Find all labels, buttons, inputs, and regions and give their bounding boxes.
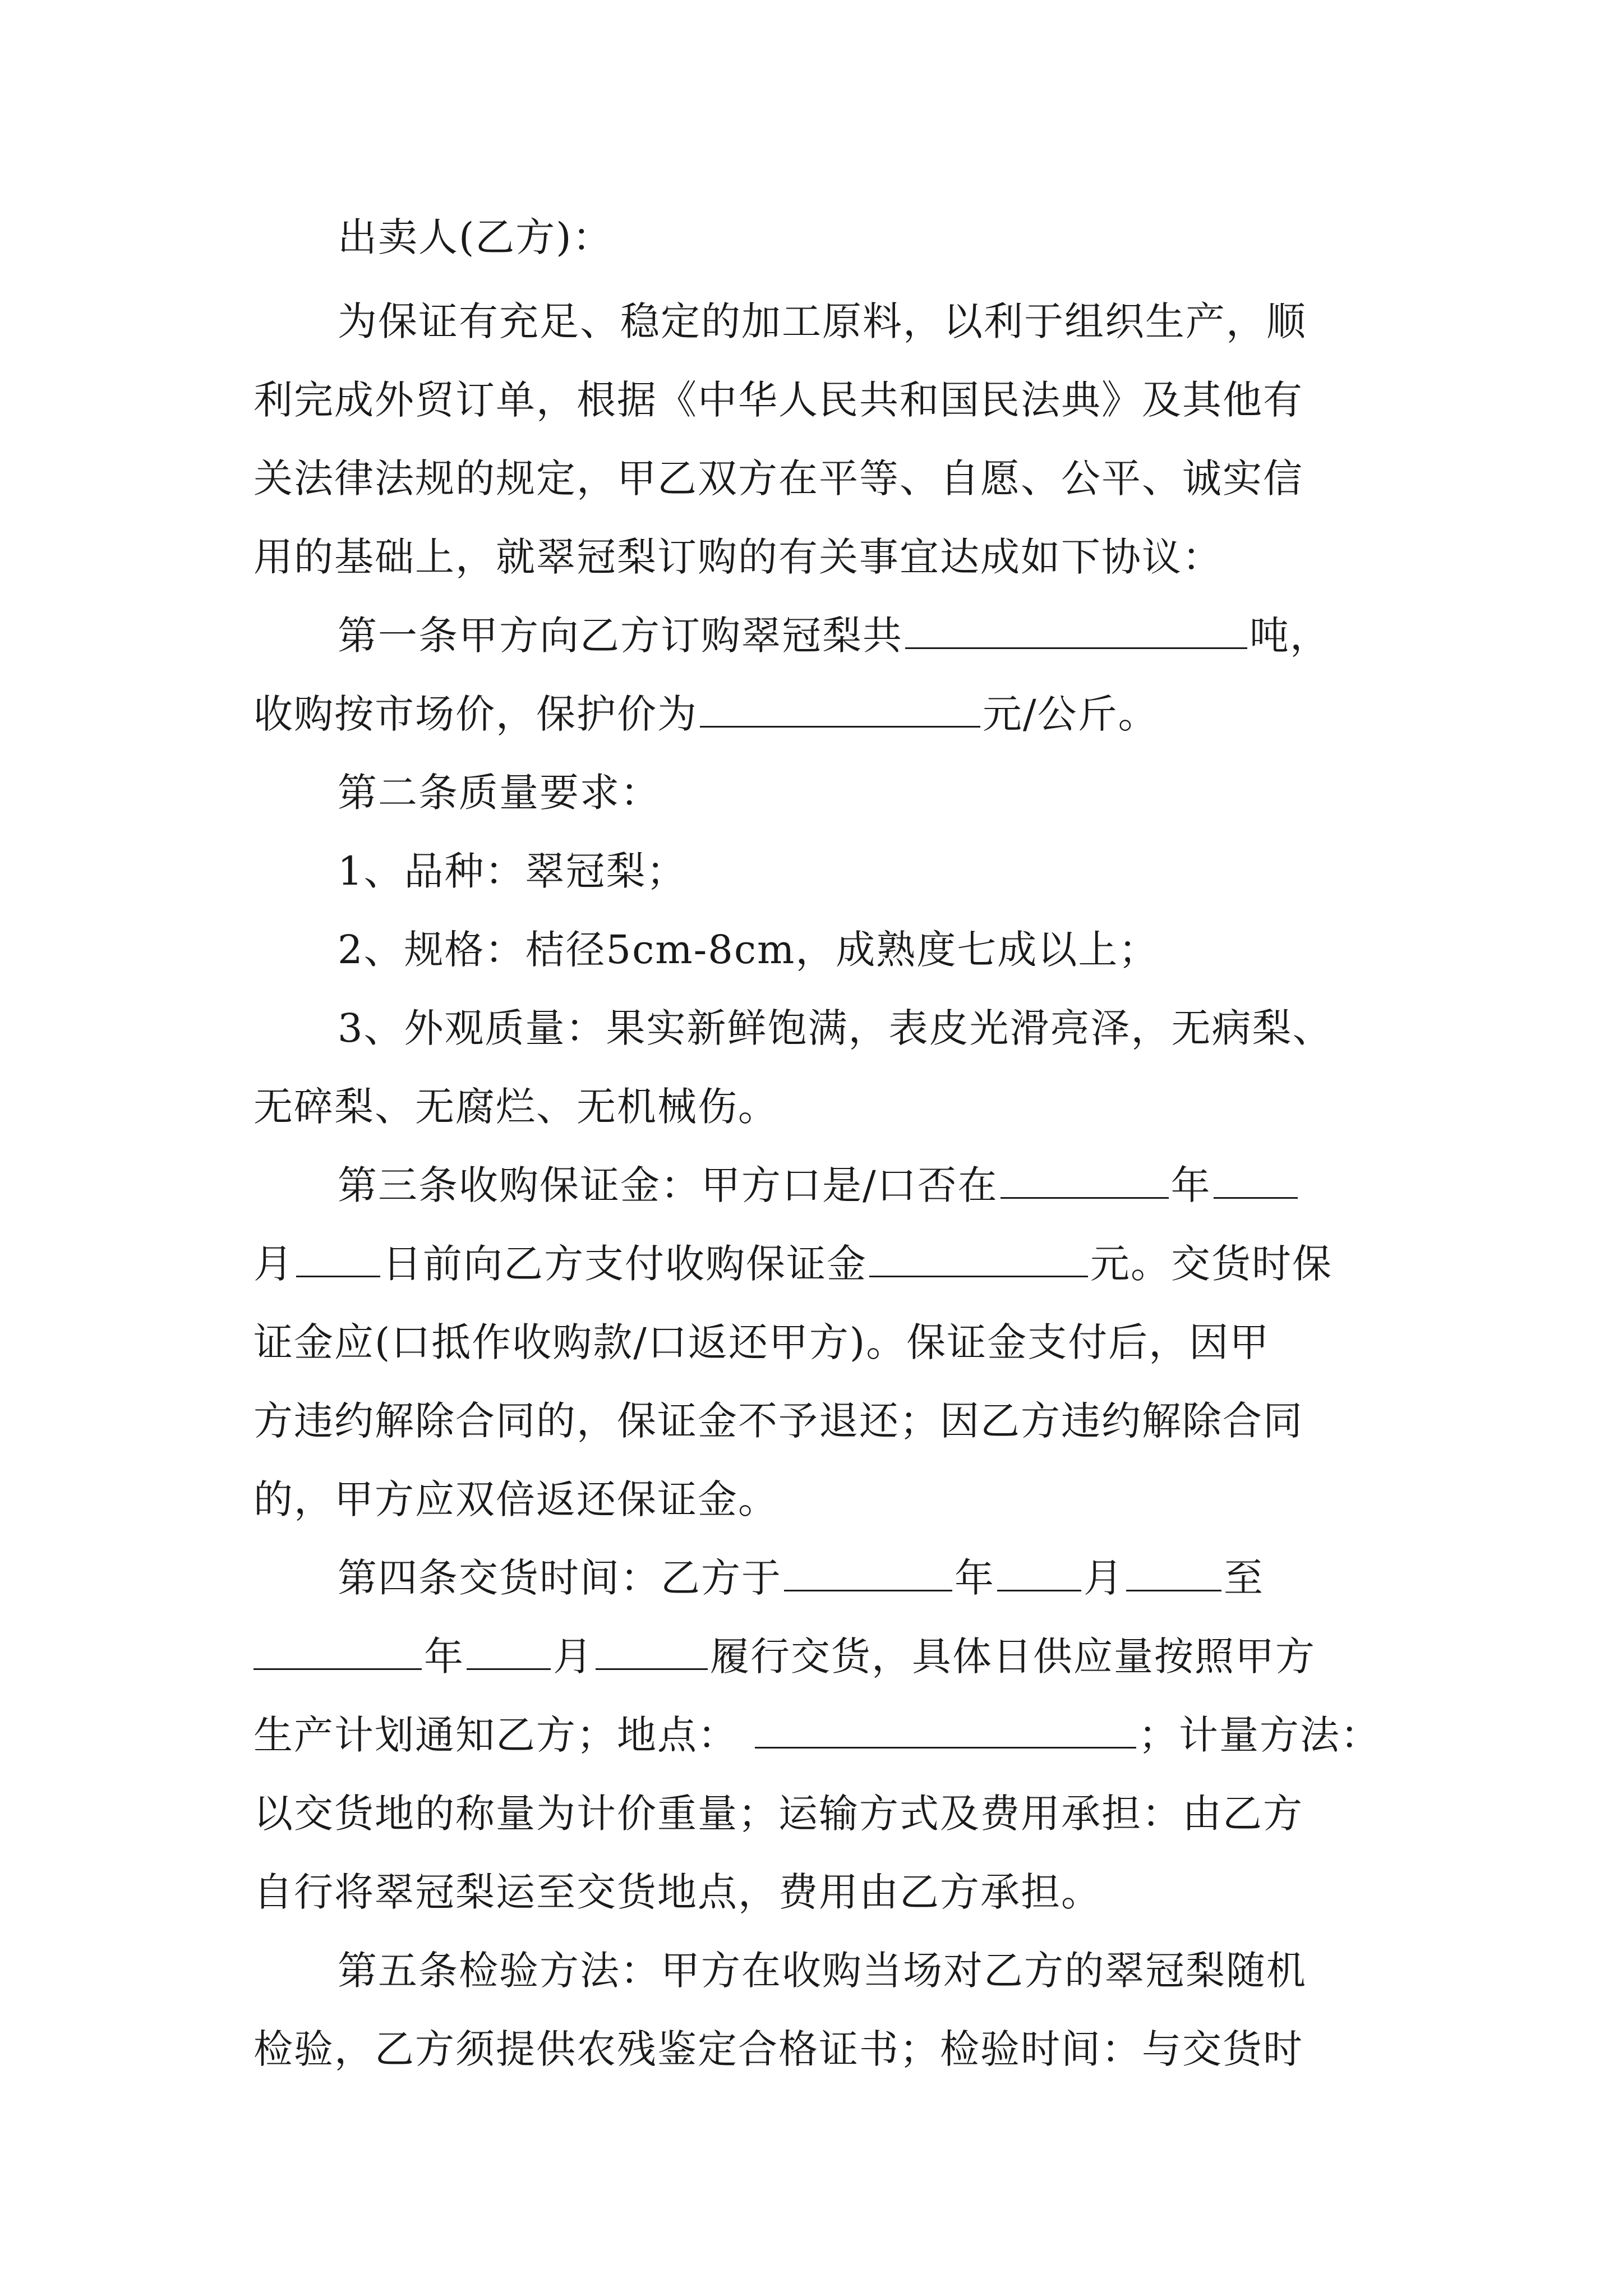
article-3-line-4	[253, 1393, 1303, 1449]
article-3-text-a: 第三条收购保证金：甲方口是/口否在	[338, 1162, 998, 1208]
article-4-month-label-2: 月	[553, 1634, 593, 1680]
article-1-line-2	[253, 686, 1159, 742]
article-1-text-d: 元/公斤。	[983, 691, 1159, 737]
preamble-text-3: 关法律法规的规定，甲乙双方在平等、自愿、公平、诚实信	[253, 455, 1303, 501]
article-4-line-2	[253, 1628, 1316, 1685]
article-2-heading	[338, 765, 661, 821]
article-4-to-label: 至	[1224, 1555, 1264, 1601]
deposit-day-blank[interactable]	[296, 1236, 380, 1277]
quality-item-3-line-2	[253, 1079, 778, 1135]
article-4-text-e: 以交货地的称量为计价重量；运输方式及费用承担：由乙方	[253, 1791, 1303, 1837]
deposit-year-blank[interactable]	[1000, 1158, 1169, 1199]
quality-item-3-line-1	[338, 1000, 1333, 1056]
delivery-start-year-blank[interactable]	[784, 1550, 952, 1591]
delivery-end-day-blank[interactable]	[596, 1629, 708, 1670]
article-4-text-d: ；计量方法：	[1138, 1712, 1381, 1758]
preamble-line-2	[253, 372, 1303, 428]
deposit-amount-blank[interactable]	[869, 1236, 1088, 1277]
tonnage-blank[interactable]	[905, 608, 1247, 649]
quality-item-1	[338, 843, 687, 899]
article-3-line-2	[253, 1236, 1332, 1292]
article-3-month-label: 月	[253, 1241, 294, 1287]
article-3-year-label: 年	[1170, 1162, 1211, 1208]
article-4-text-c: 生产计划通知乙方；地点：	[253, 1712, 738, 1758]
article-4-year-label-1: 年	[955, 1555, 995, 1601]
article-4-line-3	[253, 1707, 1381, 1763]
price-blank[interactable]	[700, 687, 980, 728]
quality-item-2	[338, 922, 1159, 978]
article-4-text-b: 履行交货，具体日供应量按照甲方	[710, 1634, 1316, 1680]
article-1-line-1	[338, 608, 1330, 664]
delivery-start-day-blank[interactable]	[1126, 1550, 1221, 1591]
delivery-end-year-blank[interactable]	[253, 1629, 422, 1670]
preamble-line-3	[253, 450, 1303, 507]
article-5-line-2	[253, 2021, 1303, 2077]
article-5-text-a: 第五条检验方法：甲方在收购当场对乙方的翠冠梨随机	[338, 1948, 1307, 1994]
quality-item-1-text: 1、品种：翠冠梨；	[338, 848, 687, 894]
quality-item-3-text-2: 无碎梨、无腐烂、无机械伤。	[253, 1084, 778, 1130]
article-3-text-b: 日前向乙方支付收购保证金	[382, 1241, 867, 1287]
article-4-text-f: 自行将翠冠梨运至交货地点，费用由乙方承担。	[253, 1869, 1101, 1915]
article-2-heading-text: 第二条质量要求：	[338, 770, 661, 816]
seller-label-text: 出卖人(乙方)：	[338, 214, 613, 260]
article-4-year-label-2: 年	[424, 1634, 464, 1680]
delivery-end-month-blank[interactable]	[467, 1629, 551, 1670]
quality-item-3-text-1: 3、外观质量：果实新鲜饱满，表皮光滑亮泽，无病梨、	[338, 1005, 1333, 1051]
article-4-line-5	[253, 1864, 1101, 1920]
article-4-line-1	[338, 1550, 1264, 1606]
article-4-month-label-1: 月	[1083, 1555, 1124, 1601]
article-1-text-a: 第一条甲方向乙方订购翠冠梨共	[338, 613, 903, 659]
article-1-text-c: 收购按市场价，保护价为	[253, 691, 698, 737]
quality-item-2-text: 2、规格：桔径5cm-8cm，成熟度七成以上；	[338, 927, 1159, 973]
preamble-line-1	[338, 293, 1307, 349]
preamble-text-4: 用的基础上，就翠冠梨订购的有关事宜达成如下协议：	[253, 534, 1223, 580]
article-3-line-1	[338, 1157, 1300, 1213]
article-3-text-c: 元。交货时保	[1090, 1241, 1332, 1287]
preamble-line-4	[253, 529, 1223, 585]
article-5-line-1	[338, 1943, 1307, 1999]
article-3-text-d: 证金应(口抵作收购款/口返还甲方)。保证金支付后，因甲	[253, 1319, 1270, 1365]
delivery-location-blank[interactable]	[755, 1708, 1136, 1749]
article-3-text-e: 方违约解除合同的，保证金不予退还；因乙方违约解除合同	[253, 1398, 1303, 1444]
deposit-month-blank[interactable]	[1214, 1158, 1298, 1199]
article-3-text-f: 的，甲方应双倍返还保证金。	[253, 1476, 778, 1522]
preamble-text-1: 为保证有充足、稳定的加工原料，以利于组织生产，顺	[338, 298, 1307, 344]
article-1-text-b: 吨，	[1249, 613, 1330, 659]
preamble-text-2: 利完成外贸订单，根据《中华人民共和国民法典》及其他有	[253, 377, 1303, 423]
delivery-start-month-blank[interactable]	[997, 1550, 1081, 1591]
article-5-text-b: 检验，乙方须提供农残鉴定合格证书；检验时间：与交货时	[253, 2026, 1303, 2072]
article-3-line-3	[253, 1314, 1270, 1370]
article-3-line-5	[253, 1471, 778, 1527]
seller-label	[338, 209, 613, 265]
article-4-text-a: 第四条交货时间：乙方于	[338, 1555, 782, 1601]
article-4-line-4	[253, 1786, 1303, 1842]
